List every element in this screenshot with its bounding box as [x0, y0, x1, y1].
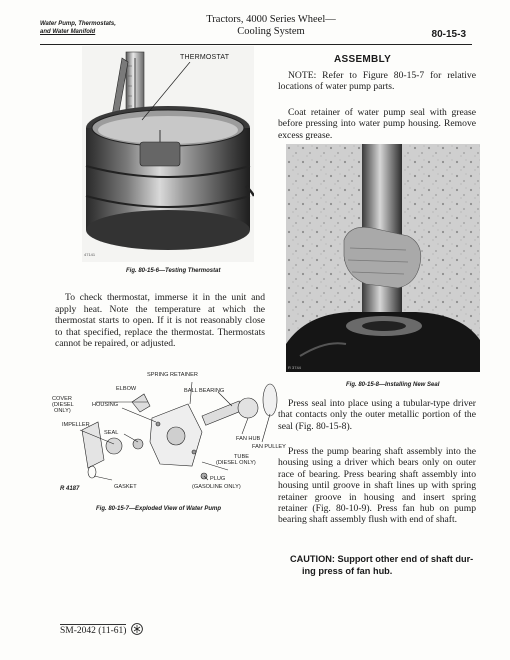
fig-7-caption: Fig. 80-15-7—Exploded View of Water Pump — [96, 506, 222, 512]
label-housing: HOUSING — [92, 402, 119, 408]
page-title-line-2: Cooling System — [237, 26, 305, 37]
fig-8-caption: Fig. 80-15-8—Installing New Seal — [346, 382, 440, 388]
label-cover-note-1: (DIESEL — [52, 402, 74, 408]
page-number: 80-15-3 — [431, 29, 466, 40]
label-cover: COVER — [52, 396, 72, 402]
label-seal: SEAL — [104, 430, 119, 436]
label-ball-bearing: BALL BEARING — [184, 388, 225, 394]
thermostat-leader-line — [140, 62, 200, 122]
seal-install-photo — [286, 144, 480, 372]
caution-line-1: CAUTION: Support other end of shaft dur- — [290, 554, 474, 564]
thermo-photo-id: 47141 — [84, 252, 96, 257]
assembly-heading: ASSEMBLY — [334, 54, 392, 65]
label-plug-note: (GASOLINE ONLY) — [192, 484, 241, 490]
caution-note — [290, 554, 476, 577]
label-fan-pulley: FAN PULLEY — [252, 444, 286, 450]
section-title-line-1: Water Pump, Thermostats, — [40, 21, 116, 27]
fig-6-caption: Fig. 80-15-6—Testing Thermostat — [126, 268, 221, 274]
label-plug: PLUG — [210, 476, 226, 482]
page-title-line-1: Tractors, 4000 Series Wheel— — [206, 14, 336, 25]
section-title — [40, 21, 116, 36]
seal-photo-id: R 3744 — [288, 365, 301, 370]
label-elbow: ELBOW — [116, 386, 137, 392]
footer-code: SM-2042 (11-61) — [60, 626, 127, 636]
page-title — [186, 14, 356, 38]
label-cover-note-2: ONLY) — [54, 408, 71, 414]
label-tube-note: (DIESEL ONLY) — [216, 460, 256, 466]
note-paragraph: NOTE: Refer to Figure 80-15-7 for relative locations of water pump parts. — [278, 70, 476, 93]
figure-ref-id: R 4187 — [60, 486, 80, 492]
coat-retainer-paragraph: Coat retainer of water pump seal with grease before pressing into water pump housing. Remove excess grease. — [278, 107, 476, 141]
caution-line-2: ing press of fan hub. — [302, 565, 393, 576]
water-pump-exploded-view — [52, 372, 292, 492]
label-fan-hub: FAN HUB — [236, 436, 261, 442]
label-gasket: GASKET — [114, 484, 137, 490]
label-impeller: IMPELLER — [62, 422, 90, 428]
section-title-line-2: and Water Manifold — [40, 28, 96, 35]
label-tube: TUBE — [234, 454, 249, 460]
exploded-view-drawing — [52, 372, 292, 492]
press-shaft-paragraph: Press the pump bearing shaft assembly into the housing using a driver which bears only on outer race of bearing. Press bearing shaft assembly into housing until groove in shaft lines up with spring retainer groove in housing and insert spring retainer (Fig. 80-10-9). Press fan hub on pump bearing shaft assembly flush with end of shaft. — [278, 446, 476, 526]
label-spring-retainer: SPRING RETAINER — [147, 372, 198, 378]
union-bug-icon — [131, 623, 143, 635]
thermostat-label: THERMOSTAT — [180, 54, 230, 61]
press-seal-paragraph: Press seal into place using a tubular-type driver that contacts only the outer metallic portion of the seal (Fig. 80-15-8). — [278, 398, 476, 432]
header-rule — [40, 44, 472, 45]
thermostat-check-paragraph: To check thermostat, immerse it in the unit and apply heat. Note the temperature at which the thermostat starts to open. If it is not reasonably close to that specified, replace the thermostat. Thermostats cannot be repaired, or adjusted. — [55, 292, 265, 350]
